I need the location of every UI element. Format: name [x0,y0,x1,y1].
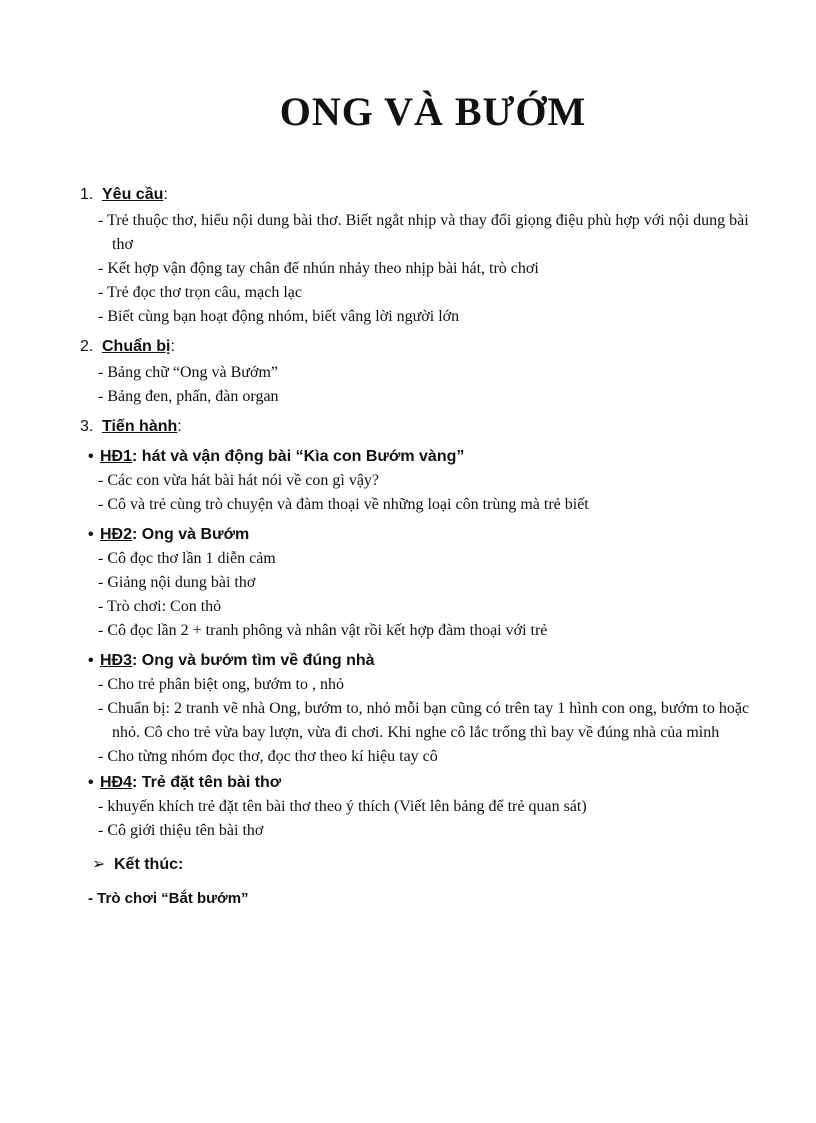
list-item: - Cô giới thiệu tên bài thơ [98,822,264,839]
section-number: 2. [80,338,94,355]
section-colon: : [163,186,168,203]
section-label: Tiến hành [102,418,178,435]
list-item: - Các con vừa hát bài hát nói về con gì vậy? [98,472,380,489]
document-body [80,183,760,911]
section-colon: : [170,338,175,355]
list-item: - Trẻ đọc thơ trọn câu, mạch lạc [98,284,302,301]
activity-code: HĐ1 [100,448,133,465]
list-item: - Cho trẻ phân biệt ong, bướm to , nhỏ [98,676,344,693]
list-item: - Bảng đen, phấn, đàn organ [98,388,279,405]
list-item: - Trò chơi: Con thỏ [98,598,222,615]
section-requirements-heading [80,183,760,207]
section-number: 1. [80,186,94,203]
section-label: Yêu cầu [102,186,164,203]
ending-label: Kết thúc: [114,856,184,873]
bullet-icon: • [88,774,94,791]
list-item: - Trẻ thuộc thơ, hiểu nội dung bài thơ. Biết ngắt nhịp và thay đổi giọng điệu phù hợp với nội dung bài thơ [98,212,749,253]
activity-2-list [80,547,760,643]
preparation-list [80,361,760,409]
activity-code: HĐ3 [100,652,133,669]
list-item: - Cho từng nhóm đọc thơ, đọc thơ theo kí hiệu tay cô [98,748,438,765]
activity-1-list [80,469,760,517]
activity-3-heading [88,649,760,673]
activity-code: HĐ2 [100,526,133,543]
list-item: - Chuẩn bị: 2 tranh vẽ nhà Ong, bướm to, nhỏ mỗi bạn cũng có trên tay 1 hình con ong, bướm to hoặc nhỏ. Cô cho trẻ vừa bay lượn, vừa đi chơi. Khi nghe cô lắc trống thì bay về đúng nhà của mình [98,700,750,741]
activity-title: : Ong và Bướm [132,526,250,543]
list-item: - Cô và trẻ cùng trò chuyện và đàm thoại về những loại côn trùng mà trẻ biết [98,496,589,513]
list-item: - Cô đọc lần 2 + tranh phông và nhân vật rồi kết hợp đàm thoại với trẻ [98,622,548,639]
ending-heading [92,853,760,877]
ending-item: - Trò chơi “Bắt bướm” [88,890,249,907]
activity-title: : Trẻ đặt tên bài thơ [132,774,282,791]
activity-title: : hát và vận động bài “Kìa con Bướm vàng” [132,448,465,465]
activity-1-heading [88,445,760,469]
list-item: - khuyến khích trẻ đặt tên bài thơ theo ý thích (Viết lên bảng để trẻ quan sát) [98,798,587,815]
section-number: 3. [80,418,94,435]
arrow-bullet-icon: ➢ [92,856,106,873]
list-item: - Kết hợp vận động tay chân để nhún nhảy theo nhịp bài hát, trò chơi [98,260,539,277]
section-colon: : [177,418,182,435]
section-preparation-heading [80,335,760,359]
list-item: - Giảng nội dung bài thơ [98,574,256,591]
bullet-icon: • [88,526,94,543]
activity-4-heading [88,771,760,795]
list-item: - Biết cùng bạn hoạt động nhóm, biết vâng lời người lớn [98,308,460,325]
activity-2-heading [88,523,760,547]
list-item: - Bảng chữ “Ong và Bướm” [98,364,278,381]
bullet-icon: • [88,448,94,465]
activity-code: HĐ4 [100,774,133,791]
requirements-list [80,209,760,329]
section-label: Chuẩn bị [102,338,171,355]
list-item: - Cô đọc thơ lần 1 diễn cảm [98,550,276,567]
section-procedure-heading [80,415,760,439]
activity-title: : Ong và bướm tìm về đúng nhà [132,652,375,669]
bullet-icon: • [88,652,94,669]
document-title: ONG VÀ BƯỚM [279,89,587,134]
activity-3-list [80,673,760,769]
activity-4-list [80,795,760,843]
